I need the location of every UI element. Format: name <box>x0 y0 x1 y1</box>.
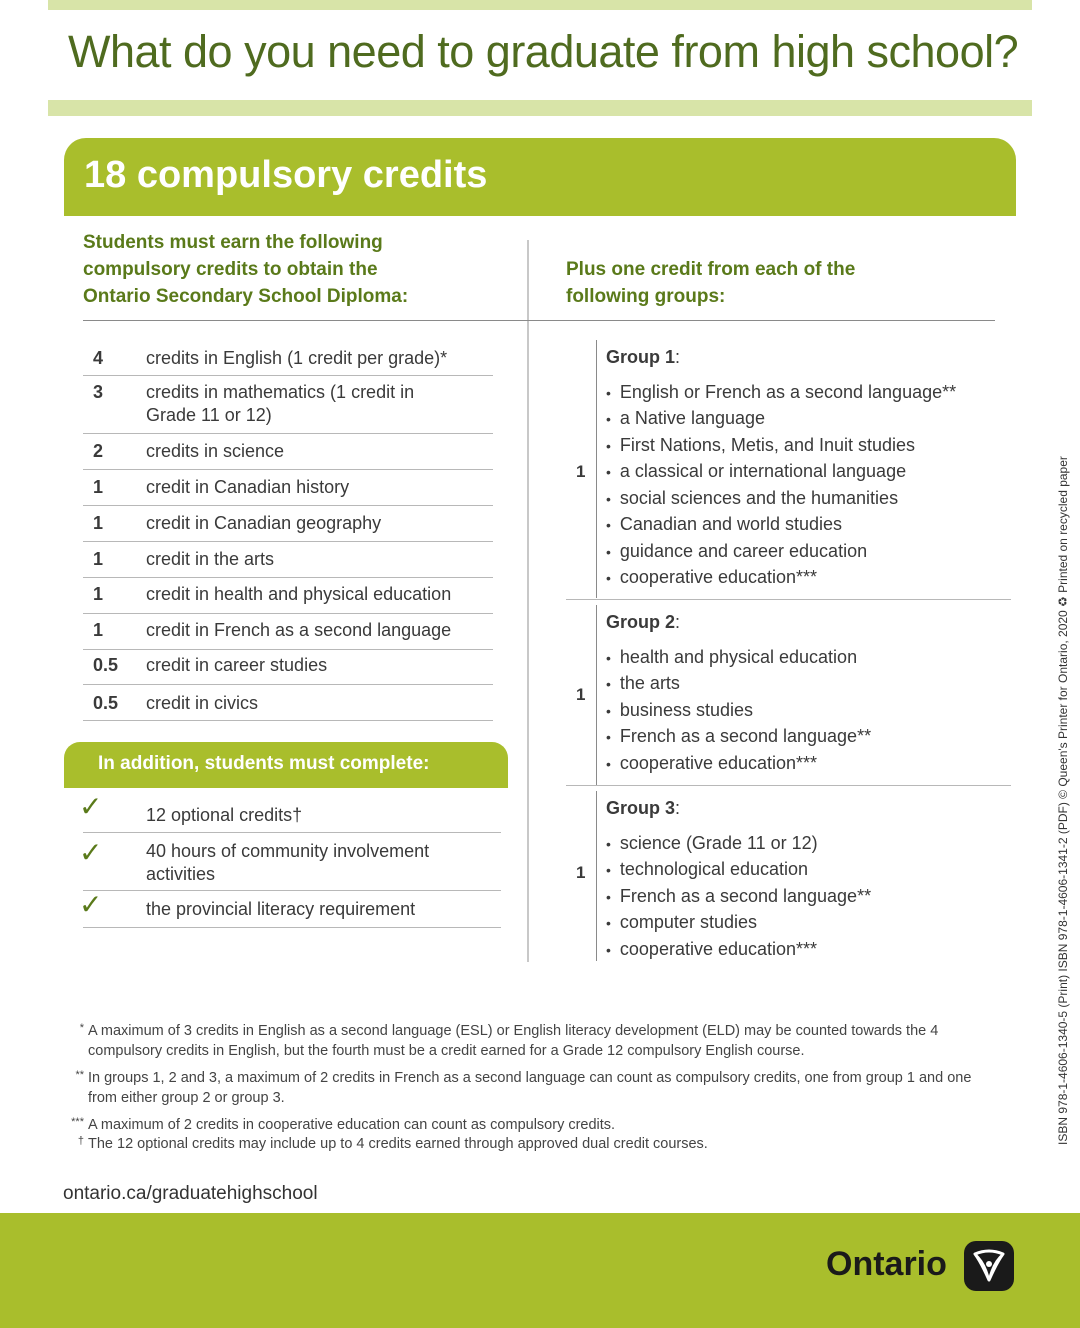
requirement-row <box>79 888 501 928</box>
column-divider <box>527 240 529 962</box>
group-heading <box>606 798 680 819</box>
group-label-suffix: : <box>675 612 681 632</box>
requirement-text: the provincial literacy requirement <box>146 899 416 919</box>
banner-heading: 18 compulsory credits <box>84 154 488 196</box>
isbn-side-note: ISBN 978-1-4606-1340-5 (Print) ISBN 978-1-4606-1341-2 (PDF) © Queen's Printer for Ontario, 2020 ♻ Printed on recycled paper <box>1056 456 1070 1145</box>
credit-count: 1 <box>93 620 104 640</box>
requirement-text: 12 optional credits† <box>146 805 303 825</box>
group-bracket-line <box>596 605 597 785</box>
footnote-marker: * <box>79 1022 84 1034</box>
group-item: • cooperative education*** <box>606 566 817 589</box>
left-intro-line: Students must earn the following <box>83 232 383 253</box>
page-title: What do you need to graduate from high school? <box>68 26 1019 77</box>
footnote-marker: ** <box>75 1069 84 1081</box>
group-item: • technological education <box>606 858 808 881</box>
group-item: • social sciences and the humanities <box>606 487 898 510</box>
credit-row <box>83 578 493 614</box>
footnote-text: The 12 optional credits may include up to 4 credits earned through approved dual credit courses. <box>88 1136 708 1152</box>
credit-row <box>83 614 493 650</box>
footnote <box>75 1068 988 1108</box>
credit-subject: credit in health and physical education <box>146 584 452 604</box>
group-item: • French as a second language** <box>606 725 871 748</box>
group-label-suffix: : <box>675 798 681 818</box>
requirement-text: 40 hours of community involvement activities <box>146 841 430 884</box>
group-item: • computer studies <box>606 911 757 934</box>
credit-count: 0.5 <box>93 655 119 675</box>
group-label: Group 3 <box>606 798 676 818</box>
credit-subject: credit in career studies <box>146 655 328 675</box>
footnote <box>77 1134 988 1154</box>
additional-requirements-banner <box>64 742 508 788</box>
left-intro-line: Ontario Secondary School Diploma: <box>83 286 409 307</box>
left-intro <box>83 229 503 310</box>
header-rule <box>83 320 995 321</box>
credit-count: 1 <box>93 584 104 604</box>
credit-count: 0.5 <box>93 693 119 713</box>
group-divider <box>566 785 1011 786</box>
check-icon: ✓ <box>79 836 103 869</box>
group-item: • Canadian and world studies <box>606 513 842 536</box>
right-intro <box>566 256 986 310</box>
group-credit-count: 1 <box>576 685 586 704</box>
group-credit-count: 1 <box>576 863 586 882</box>
check-icon: ✓ <box>79 790 103 823</box>
requirement-row <box>79 790 501 833</box>
compulsory-credits-banner <box>64 138 1016 216</box>
top-decorative-bar <box>48 0 1032 10</box>
group-item: • science (Grade 11 or 12) <box>606 832 818 855</box>
group-label-suffix: : <box>675 347 681 367</box>
requirement-row <box>79 833 501 891</box>
group-label: Group 1 <box>606 347 676 367</box>
group-item: • cooperative education*** <box>606 938 817 961</box>
footnote-text: A maximum of 2 credits in cooperative education can count as compulsory credits. <box>88 1117 616 1133</box>
title-underline-bar <box>48 100 1032 116</box>
credit-subject: credit in Canadian geography <box>146 513 382 533</box>
website-link[interactable]: ontario.ca/graduatehighschool <box>63 1183 318 1204</box>
additional-banner-label: In addition, students must complete: <box>98 753 430 774</box>
group-bracket-line <box>596 791 597 961</box>
footnote-text: In groups 1, 2 and 3, a maximum of 2 credits in French as a second language can count as compulsory credits, one from group 1 and one from either group 2 or group 3. <box>88 1070 972 1106</box>
credit-count: 2 <box>93 441 104 461</box>
group-credit-count: 1 <box>576 462 586 481</box>
footnote <box>79 1021 988 1061</box>
ontario-wordmark: Ontario <box>826 1245 947 1283</box>
credit-subject: credit in the arts <box>146 549 275 569</box>
credit-count: 1 <box>93 513 104 533</box>
group-item: • First Nations, Metis, and Inuit studies <box>606 434 915 457</box>
credit-row <box>83 685 493 721</box>
credit-subject: credit in civics <box>146 693 259 713</box>
credit-row <box>83 434 493 470</box>
credit-subject: credit in Canadian history <box>146 477 350 497</box>
group-item: • a classical or international language <box>606 460 906 483</box>
group-item: • the arts <box>606 672 680 695</box>
credit-count: 1 <box>93 477 104 497</box>
credit-row <box>83 376 493 434</box>
group-divider <box>566 599 1011 600</box>
group-heading <box>606 347 680 368</box>
credit-row <box>83 542 493 578</box>
right-intro-line: Plus one credit from each of the <box>566 259 856 280</box>
credit-count: 3 <box>93 382 104 402</box>
trillium-logo-icon <box>963 1240 1015 1292</box>
right-intro-line: following groups: <box>566 286 726 307</box>
group-bracket-line <box>596 340 597 598</box>
group-item: • cooperative education*** <box>606 752 817 775</box>
credit-count: 1 <box>93 549 104 569</box>
credit-row <box>83 506 493 542</box>
footnote-marker: † <box>77 1135 84 1147</box>
group-item: • French as a second language** <box>606 885 871 908</box>
footnote-marker: *** <box>71 1116 84 1128</box>
left-intro-line: compulsory credits to obtain the <box>83 259 378 280</box>
group-item: • guidance and career education <box>606 540 867 563</box>
check-icon: ✓ <box>79 888 103 921</box>
group-label: Group 2 <box>606 612 676 632</box>
credit-subject: credit in French as a second language <box>146 620 452 640</box>
group-item: • health and physical education <box>606 646 857 669</box>
group-item: • English or French as a second language** <box>606 381 956 404</box>
credit-row <box>83 650 493 685</box>
group-item: • business studies <box>606 699 753 722</box>
credit-row <box>83 340 493 376</box>
credit-subject: credits in English (1 credit per grade)* <box>146 348 448 368</box>
group-heading <box>606 612 680 633</box>
group-item: • a Native language <box>606 407 765 430</box>
credit-count: 4 <box>93 348 104 368</box>
credit-subject: credits in mathematics (1 credit in Grade 11 or 12) <box>146 382 415 425</box>
credit-subject: credits in science <box>146 441 285 461</box>
credit-row <box>83 470 493 506</box>
footnote <box>71 1115 988 1135</box>
footnote-text: A maximum of 3 credits in English as a second language (ESL) or English literacy development (ELD) may be counted towards the 4 compulsory credits in English, but the fourth must be a credit earned for a Grade 12 compulsory English course. <box>88 1023 939 1059</box>
